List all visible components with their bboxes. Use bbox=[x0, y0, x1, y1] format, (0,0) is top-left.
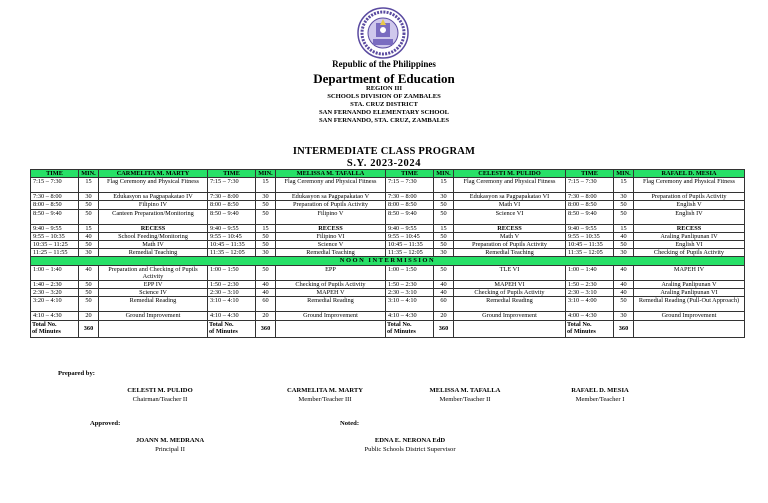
table-cell: Edukasyon sa Pagpapakatao IV bbox=[99, 193, 208, 201]
table-cell: 1:50 – 2:30 bbox=[566, 281, 614, 289]
total-minutes-value: 360 bbox=[79, 320, 99, 337]
total-minutes-label bbox=[208, 320, 256, 337]
table-cell: 11:25 – 11:55 bbox=[31, 249, 79, 257]
table-cell: 30 bbox=[434, 249, 454, 257]
class-program-table bbox=[30, 169, 745, 338]
table-cell: Math IV bbox=[99, 241, 208, 249]
table-cell: 15 bbox=[79, 178, 99, 193]
signatory-tafalla bbox=[390, 388, 540, 403]
table-cell: Remedial Teaching bbox=[454, 249, 566, 257]
table-cell: MAPEH IV bbox=[634, 265, 745, 280]
column-header: TIME bbox=[208, 170, 256, 178]
table-row bbox=[31, 241, 745, 249]
table-cell: Science V bbox=[276, 241, 386, 249]
table-cell: Ground Improvement bbox=[276, 312, 386, 320]
signatory-name: RAFAEL D. MESIA bbox=[571, 387, 629, 394]
signatory-role: Principal II bbox=[155, 445, 185, 453]
table-cell: 30 bbox=[614, 249, 634, 257]
table-cell: 20 bbox=[256, 312, 276, 320]
table-cell: 50 bbox=[256, 265, 276, 280]
table-cell: Edukasyon sa Pagpapakatao V bbox=[276, 193, 386, 201]
table-cell: Remedial Reading bbox=[276, 297, 386, 312]
table-cell: 2:30 – 3:20 bbox=[31, 289, 79, 297]
signatory-name: JOANN M. MEDRANA bbox=[135, 437, 205, 444]
table-cell: 30 bbox=[256, 193, 276, 201]
table-cell: RECESS bbox=[276, 224, 386, 232]
table-cell: 50 bbox=[614, 297, 634, 312]
table-cell: Remedial Teaching bbox=[99, 249, 208, 257]
table-cell: MAPEH V bbox=[276, 289, 386, 297]
empty-cell bbox=[99, 320, 208, 337]
table-cell: 50 bbox=[79, 241, 99, 249]
table-header-row bbox=[31, 170, 745, 178]
table-cell: Remedial Reading bbox=[454, 297, 566, 312]
table-cell: English V bbox=[634, 201, 745, 209]
signatory-name: CARMELITA M. MARTY bbox=[286, 387, 364, 394]
table-cell: EPP bbox=[276, 265, 386, 280]
table-cell: Remedial Reading bbox=[99, 297, 208, 312]
table-cell: English IV bbox=[634, 209, 745, 224]
table-row bbox=[31, 201, 745, 209]
total-minutes-label bbox=[31, 320, 79, 337]
table-cell: 3:10 – 4:10 bbox=[386, 297, 434, 312]
table-cell: 3:10 – 4:00 bbox=[566, 297, 614, 312]
table-cell: Filipino V bbox=[276, 209, 386, 224]
table-cell: 40 bbox=[614, 232, 634, 240]
table-cell: 8:50 – 9:40 bbox=[208, 209, 256, 224]
table-cell: Flag Ceremony and Physical Fitness bbox=[634, 178, 745, 193]
table-cell: 15 bbox=[256, 178, 276, 193]
table-cell: 50 bbox=[79, 281, 99, 289]
table-cell: English VI bbox=[634, 241, 745, 249]
column-header: TIME bbox=[386, 170, 434, 178]
table-cell: Ground Improvement bbox=[634, 312, 745, 320]
region-line: REGION III bbox=[365, 85, 403, 92]
table-cell: Preparation of Pupils Activity bbox=[276, 201, 386, 209]
table-row bbox=[31, 312, 745, 320]
district-line: STA. CRUZ DISTRICT bbox=[350, 101, 418, 108]
table-cell: 15 bbox=[256, 224, 276, 232]
table-cell: 50 bbox=[79, 201, 99, 209]
table-cell: 60 bbox=[434, 297, 454, 312]
total-label-line1: Total No. bbox=[567, 320, 592, 328]
division-line: SCHOOLS DIVISION OF ZAMBALES bbox=[327, 93, 441, 100]
table-cell: 15 bbox=[79, 224, 99, 232]
table-cell: RECESS bbox=[99, 224, 208, 232]
table-cell: 50 bbox=[614, 241, 634, 249]
total-label-line2: of Minutes bbox=[32, 327, 61, 335]
signatory-role: Member/Teacher I bbox=[575, 395, 625, 403]
table-cell: 60 bbox=[256, 297, 276, 312]
table-cell: 9:40 – 9:55 bbox=[208, 224, 256, 232]
table-cell: 15 bbox=[434, 224, 454, 232]
table-cell: 50 bbox=[614, 209, 634, 224]
total-label-line2: of Minutes bbox=[567, 327, 596, 335]
table-row bbox=[31, 232, 745, 240]
table-cell: 50 bbox=[256, 209, 276, 224]
department-heading: Department of Education bbox=[313, 71, 455, 86]
table-cell: Flag Ceremony and Physical Fitness bbox=[99, 178, 208, 193]
table-cell: 8:00 – 8:50 bbox=[566, 201, 614, 209]
total-minutes-label bbox=[386, 320, 434, 337]
signatory-name: CELESTI M. PULIDO bbox=[127, 387, 193, 394]
column-header: MIN. bbox=[614, 170, 634, 178]
table-cell: 40 bbox=[79, 265, 99, 280]
table-cell: 2:30 – 3:10 bbox=[386, 289, 434, 297]
column-header: TIME bbox=[31, 170, 79, 178]
total-label-line2: of Minutes bbox=[209, 327, 238, 335]
table-cell: 2:30 – 3:10 bbox=[208, 289, 256, 297]
column-header: MIN. bbox=[434, 170, 454, 178]
table-cell: Araling Panlipunan VI bbox=[634, 289, 745, 297]
table-cell: Araling Panlipunan V bbox=[634, 281, 745, 289]
total-minutes-label bbox=[566, 320, 614, 337]
table-cell: 7:30 – 8:00 bbox=[386, 193, 434, 201]
table-cell: Flag Ceremony and Physical Fitness bbox=[276, 178, 386, 193]
table-cell: Ground Improvement bbox=[454, 312, 566, 320]
table-cell: 9:55 – 10:35 bbox=[31, 232, 79, 240]
table-cell: 1:00 – 1:40 bbox=[31, 265, 79, 280]
republic-heading: Republic of the Philippines bbox=[332, 59, 436, 69]
table-row bbox=[31, 265, 745, 280]
table-cell: 50 bbox=[79, 289, 99, 297]
table-row bbox=[31, 297, 745, 312]
table-cell: 9:40 – 9:55 bbox=[566, 224, 614, 232]
table-cell: Science IV bbox=[99, 289, 208, 297]
column-header: MELISSA M. TAFALLA bbox=[276, 170, 386, 178]
empty-cell bbox=[454, 320, 566, 337]
table-cell: RECESS bbox=[454, 224, 566, 232]
empty-cell bbox=[276, 320, 386, 337]
table-cell: RECESS bbox=[634, 224, 745, 232]
noon-intermission-row bbox=[31, 257, 745, 265]
table-cell: EPP IV bbox=[99, 281, 208, 289]
table-cell: 30 bbox=[79, 193, 99, 201]
total-label-line1: Total No. bbox=[209, 320, 234, 328]
table-cell: 40 bbox=[256, 289, 276, 297]
table-cell: Remedial Teaching bbox=[276, 249, 386, 257]
table-cell: Filipino VI bbox=[276, 232, 386, 240]
table-cell: 40 bbox=[79, 232, 99, 240]
table-cell: 9:40 – 9:55 bbox=[386, 224, 434, 232]
table-cell: 50 bbox=[434, 209, 454, 224]
table-body bbox=[31, 178, 745, 337]
table-cell: School Feeding/Monitoring bbox=[99, 232, 208, 240]
table-cell: 1:50 – 2:30 bbox=[208, 281, 256, 289]
table-cell: 30 bbox=[79, 249, 99, 257]
signatory-mesia bbox=[530, 388, 670, 403]
table-cell: 9:55 – 10:45 bbox=[386, 232, 434, 240]
table-cell: Checking of Pupils Activity bbox=[634, 249, 745, 257]
table-cell: 3:20 – 4:10 bbox=[31, 297, 79, 312]
total-minutes-value: 360 bbox=[434, 320, 454, 337]
signatory-noter bbox=[320, 438, 500, 453]
table-cell: 30 bbox=[614, 193, 634, 201]
school-line: SAN FERNANDO ELEMENTARY SCHOOL bbox=[318, 109, 449, 116]
table-cell: 4:10 – 4:30 bbox=[386, 312, 434, 320]
table-row bbox=[31, 224, 745, 232]
table-cell: 40 bbox=[434, 289, 454, 297]
table-cell: Checking of Pupils Activity bbox=[454, 289, 566, 297]
totals-row bbox=[31, 320, 745, 337]
table-cell: 9:55 – 10:45 bbox=[208, 232, 256, 240]
table-cell: 1:40 – 2:30 bbox=[31, 281, 79, 289]
table-cell: 50 bbox=[79, 297, 99, 312]
table-cell: 50 bbox=[434, 232, 454, 240]
table-cell: Ground Improvement bbox=[99, 312, 208, 320]
signatory-marty bbox=[250, 388, 400, 403]
table-cell: 10:45 – 11:35 bbox=[566, 241, 614, 249]
signatory-role: Public Schools District Supervisor bbox=[364, 445, 456, 453]
table-cell: 4:00 – 4:30 bbox=[566, 312, 614, 320]
table-cell: 7:15 – 7:30 bbox=[386, 178, 434, 193]
table-cell: Preparation of Pupils Activity bbox=[454, 241, 566, 249]
table-cell: 8:50 – 9:40 bbox=[386, 209, 434, 224]
table-cell: 40 bbox=[614, 281, 634, 289]
table-cell: 8:50 – 9:40 bbox=[31, 209, 79, 224]
table-cell: 8:00 – 8:50 bbox=[31, 201, 79, 209]
table-cell: 10:45 – 11:35 bbox=[386, 241, 434, 249]
table-cell: 1:50 – 2:30 bbox=[386, 281, 434, 289]
table-cell: TLE VI bbox=[454, 265, 566, 280]
table-cell: Math V bbox=[454, 232, 566, 240]
table-cell: 9:55 – 10:35 bbox=[566, 232, 614, 240]
prepared-by-label: Prepared by: bbox=[58, 370, 95, 377]
table-cell: 50 bbox=[256, 241, 276, 249]
table-cell: 9:40 – 9:55 bbox=[31, 224, 79, 232]
table-cell: 30 bbox=[434, 193, 454, 201]
table-cell: 40 bbox=[614, 265, 634, 280]
signatory-approver bbox=[100, 438, 240, 453]
signatory-role: Member/Teacher III bbox=[298, 395, 352, 403]
column-header: CARMELITA M. MARTY bbox=[99, 170, 208, 178]
table-cell: 20 bbox=[79, 312, 99, 320]
table-cell: Remedial Reading (Pull-Out Approach) bbox=[634, 297, 745, 312]
table-cell: 7:30 – 8:00 bbox=[208, 193, 256, 201]
table-cell: 11:35 – 12:05 bbox=[566, 249, 614, 257]
empty-cell bbox=[634, 320, 745, 337]
total-minutes-value: 360 bbox=[614, 320, 634, 337]
table-cell: 50 bbox=[434, 241, 454, 249]
table-cell: Preparation and Checking of Pupils Activity bbox=[99, 265, 208, 280]
signatory-name: EDNA E. NERONA EdD bbox=[374, 437, 446, 444]
table-cell: 8:00 – 8:50 bbox=[208, 201, 256, 209]
table-cell: Math VI bbox=[454, 201, 566, 209]
table-cell: Flag Ceremony and Physical Fitness bbox=[454, 178, 566, 193]
table-cell: MAPEH VI bbox=[454, 281, 566, 289]
table-cell: 7:15 – 7:30 bbox=[208, 178, 256, 193]
table-row bbox=[31, 178, 745, 193]
table-cell: 50 bbox=[256, 232, 276, 240]
signatory-pulido bbox=[90, 388, 230, 403]
table-row bbox=[31, 281, 745, 289]
table-cell: 7:30 – 8:00 bbox=[566, 193, 614, 201]
table-cell: Edukasyon sa Pagpapakatao VI bbox=[454, 193, 566, 201]
column-header: TIME bbox=[566, 170, 614, 178]
column-header: MIN. bbox=[79, 170, 99, 178]
table-cell: 8:50 – 9:40 bbox=[566, 209, 614, 224]
table-cell: 7:15 – 7:30 bbox=[31, 178, 79, 193]
table-cell: 15 bbox=[614, 224, 634, 232]
deped-seal-logo bbox=[356, 6, 410, 60]
table-cell: 11:35 – 12:05 bbox=[208, 249, 256, 257]
table-cell: 1:00 – 1:50 bbox=[208, 265, 256, 280]
approved-label: Approved: bbox=[90, 420, 121, 427]
total-minutes-value: 360 bbox=[256, 320, 276, 337]
table-cell: 15 bbox=[614, 178, 634, 193]
table-cell: 1:00 – 1:40 bbox=[566, 265, 614, 280]
table-cell: 10:35 – 11:25 bbox=[31, 241, 79, 249]
table-cell: Science VI bbox=[454, 209, 566, 224]
school-year: S.Y. 2023-2024 bbox=[346, 158, 422, 169]
table-row bbox=[31, 289, 745, 297]
table-cell: 30 bbox=[256, 249, 276, 257]
document-title: INTERMEDIATE CLASS PROGRAM bbox=[292, 146, 476, 157]
table-row bbox=[31, 209, 745, 224]
table-cell: 50 bbox=[256, 201, 276, 209]
table-cell: Filipino IV bbox=[99, 201, 208, 209]
total-label-line2: of Minutes bbox=[387, 327, 416, 335]
table-cell: 4:10 – 4:30 bbox=[31, 312, 79, 320]
table-cell: 11:35 – 12:05 bbox=[386, 249, 434, 257]
table-cell: 7:15 – 7:30 bbox=[566, 178, 614, 193]
column-header: CELESTI M. PULIDO bbox=[454, 170, 566, 178]
table-cell: 7:30 – 8:00 bbox=[31, 193, 79, 201]
table-row bbox=[31, 193, 745, 201]
total-label-line1: Total No. bbox=[32, 320, 57, 328]
table-cell: Canteen Preparation/Monitoring bbox=[99, 209, 208, 224]
column-header: MIN. bbox=[256, 170, 276, 178]
signatory-role: Member/Teacher II bbox=[439, 395, 491, 403]
table-cell: 50 bbox=[79, 209, 99, 224]
table-cell: Preparation of Pupils Activity bbox=[634, 193, 745, 201]
table-cell: Checking of Pupils Activity bbox=[276, 281, 386, 289]
table-cell: 4:10 – 4:30 bbox=[208, 312, 256, 320]
table-cell: 15 bbox=[434, 178, 454, 193]
table-cell: 40 bbox=[256, 281, 276, 289]
signatory-name: MELISSA M. TAFALLA bbox=[429, 387, 501, 394]
noon-intermission-label: NOON INTERMISSION bbox=[31, 257, 745, 265]
table-cell: 1:00 – 1:50 bbox=[386, 265, 434, 280]
table-cell: 50 bbox=[614, 201, 634, 209]
table-cell: 40 bbox=[434, 281, 454, 289]
table-cell: 50 bbox=[434, 201, 454, 209]
total-label-line1: Total No. bbox=[387, 320, 412, 328]
signatory-role: Chairman/Teacher II bbox=[132, 395, 188, 403]
table-cell: 30 bbox=[614, 312, 634, 320]
table-cell: 2:30 – 3:10 bbox=[566, 289, 614, 297]
table-cell: 8:00 – 8:50 bbox=[386, 201, 434, 209]
table-cell: 40 bbox=[614, 289, 634, 297]
table-cell: 3:10 – 4:10 bbox=[208, 297, 256, 312]
table-cell: Araling Panlipunan IV bbox=[634, 232, 745, 240]
table-cell: 50 bbox=[434, 265, 454, 280]
column-header: RAFAEL D. MESIA bbox=[634, 170, 745, 178]
noted-label: Noted: bbox=[340, 420, 360, 427]
table-cell: 10:45 – 11:35 bbox=[208, 241, 256, 249]
address-line: SAN FERNANDO, STA. CRUZ, ZAMBALES bbox=[318, 117, 450, 124]
table-cell: 20 bbox=[434, 312, 454, 320]
table-row bbox=[31, 249, 745, 257]
